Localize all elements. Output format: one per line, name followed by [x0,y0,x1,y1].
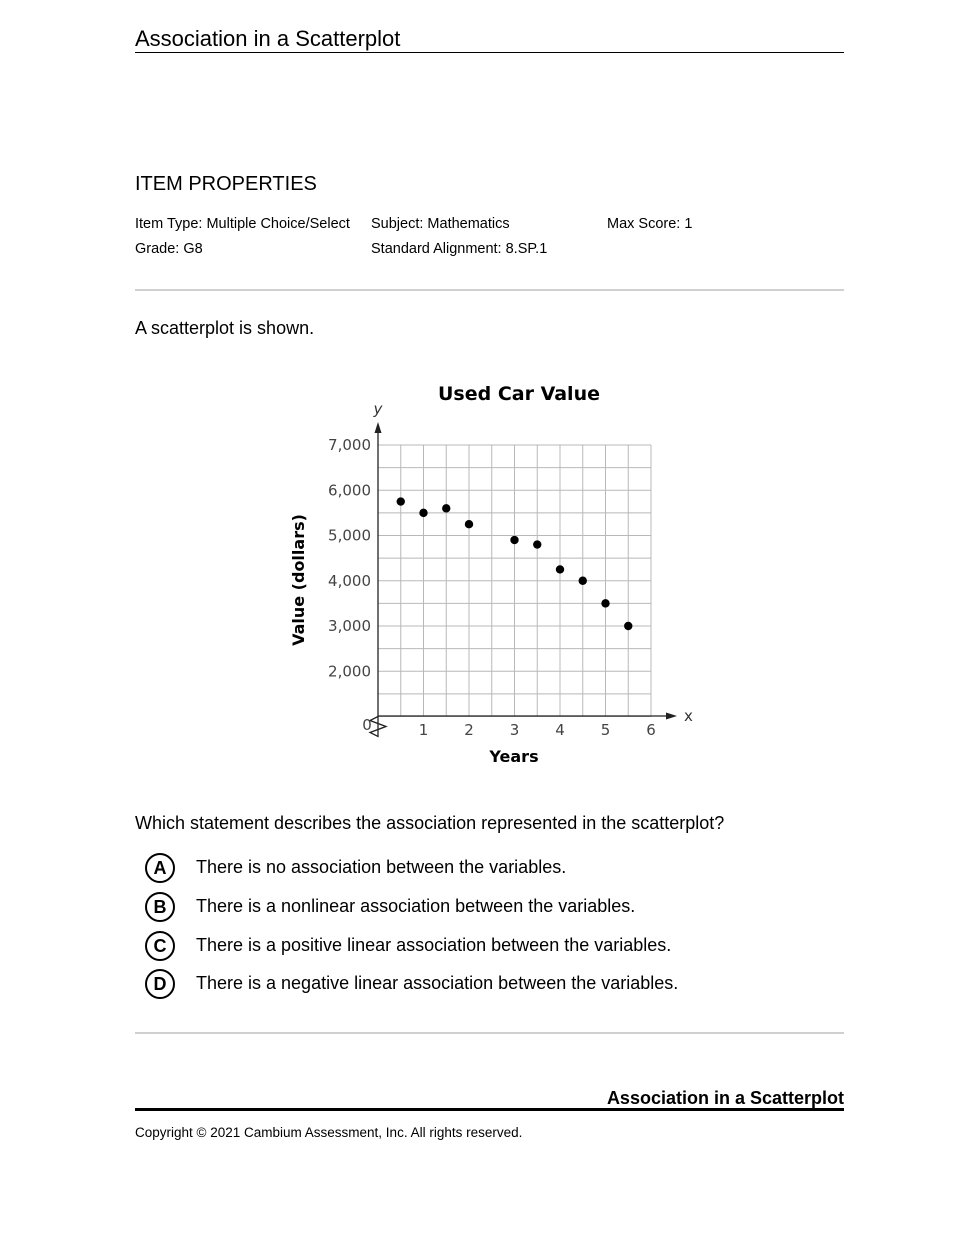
y-axis-arrow [375,422,382,433]
choice-text-b: There is a nonlinear association between the variables. [196,896,636,916]
max-score-property: Max Score: 1 [607,216,693,232]
chart-axes [370,422,677,737]
answer-choice-d[interactable] [145,969,745,1003]
choice-letter-b[interactable]: B [145,892,175,922]
data-point [601,599,609,607]
standard-alignment-property: Standard Alignment: 8.SP.1 [371,241,548,257]
copyright-notice: Copyright © 2021 Cambium Assessment, Inc. All rights reserved. [135,1125,523,1140]
data-point [397,497,405,505]
item-properties-heading: ITEM PROPERTIES [135,173,317,195]
x-axis-letter: x [684,707,693,725]
y-tick-label: 6,000 [328,481,371,500]
origin-label: 0 [362,716,372,734]
data-point [579,577,587,585]
chart-grid [378,445,651,717]
properties-divider [135,289,844,291]
x-axis-title: Years [489,747,539,766]
y-tick-label: 5,000 [328,526,371,545]
chart-title: Used Car Value [437,383,601,405]
choice-letter-a[interactable]: A [145,853,175,883]
footer-divider [135,1108,844,1111]
x-tick-label: 1 [418,721,429,739]
answer-choice-c[interactable] [145,931,745,965]
scatterplot-chart [270,375,710,775]
axis-break [370,716,386,737]
data-point [465,520,473,528]
choice-text-c: There is a positive linear association between the variables. [196,935,672,955]
x-tick-label: 4 [555,721,565,739]
stem-intro: A scatterplot is shown. [135,318,315,338]
item-type-property: Item Type: Multiple Choice/Select [135,216,350,232]
y-tick-label: 3,000 [328,617,371,635]
data-point [556,565,564,573]
x-tick-label: 5 [600,721,611,739]
y-tick-label: 7,000 [328,436,371,454]
answer-choice-b[interactable] [145,892,745,926]
x-tick-label: 2 [464,721,474,739]
data-point [442,504,450,512]
footer-title: Association in a Scatterplot [606,1088,844,1108]
subject-property: Subject: Mathematics [371,216,510,232]
answer-choice-a[interactable] [145,853,745,887]
choice-text-d: There is a negative linear association between the variables. [196,973,679,993]
choice-letter-d[interactable]: D [145,969,175,999]
y-tick-label: 4,000 [328,571,371,590]
title-divider [135,52,844,53]
y-tick-label: 2,000 [328,662,371,681]
x-tick-label: 6 [646,721,656,739]
choices-divider [135,1032,844,1034]
y-axis-letter: y [373,400,383,418]
x-tick-label: 3 [509,721,520,739]
data-point [624,622,632,630]
data-point [419,509,427,517]
y-axis-title: Value (dollars) [289,514,308,646]
choice-letter-c[interactable]: C [145,931,175,961]
data-point [533,540,541,548]
x-axis-arrow [666,713,677,720]
choice-text-a: There is no association between the variables. [196,857,567,877]
document-title: Association in a Scatterplot [135,26,401,51]
question-text: Which statement describes the association represented in the scatterplot? [135,813,725,833]
data-point [510,536,518,544]
grade-property: Grade: G8 [135,241,203,257]
